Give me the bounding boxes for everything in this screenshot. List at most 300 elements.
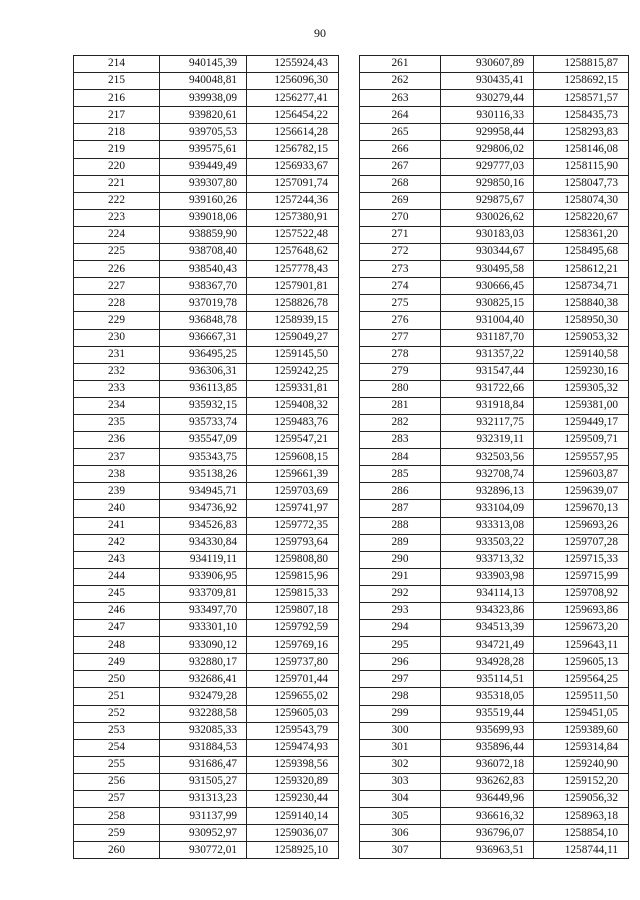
- table-row: [74, 842, 339, 859]
- x-coordinate-cell: 933090,12: [160, 637, 247, 654]
- point-number-cell: 274: [360, 278, 441, 295]
- y-coordinate-cell: 1259145,50: [247, 346, 339, 363]
- point-number-cell: 244: [74, 568, 160, 585]
- table-row: [74, 705, 339, 722]
- x-coordinate-cell: 939820,61: [160, 107, 247, 124]
- x-coordinate-cell: 932503,56: [441, 449, 534, 466]
- x-coordinate-cell: 936616,32: [441, 808, 534, 825]
- point-number-cell: 267: [360, 158, 441, 175]
- x-coordinate-cell: 933503,22: [441, 534, 534, 551]
- y-coordinate-cell: 1259036,07: [247, 825, 339, 842]
- y-coordinate-cell: 1259815,33: [247, 585, 339, 602]
- y-coordinate-cell: 1259737,80: [247, 654, 339, 671]
- x-coordinate-cell: 934945,71: [160, 483, 247, 500]
- table-row: [360, 466, 629, 483]
- x-coordinate-cell: 929850,16: [441, 175, 534, 192]
- y-coordinate-cell: 1258950,30: [534, 312, 629, 329]
- table-row: [74, 56, 339, 73]
- table-row: [74, 295, 339, 312]
- table-row: [360, 705, 629, 722]
- y-coordinate-cell: 1259451,05: [534, 705, 629, 722]
- x-coordinate-cell: 933713,32: [441, 551, 534, 568]
- table-row: [74, 346, 339, 363]
- point-number-cell: 284: [360, 449, 441, 466]
- table-row: [74, 637, 339, 654]
- y-coordinate-cell: 1258939,15: [247, 312, 339, 329]
- point-number-cell: 250: [74, 671, 160, 688]
- point-number-cell: 231: [74, 346, 160, 363]
- table-row: [74, 688, 339, 705]
- table-row: [74, 449, 339, 466]
- table-left-body: [74, 56, 339, 859]
- coordinates-table-right: [359, 55, 629, 859]
- table-row: [360, 500, 629, 517]
- point-number-cell: 266: [360, 141, 441, 158]
- table-row: [74, 90, 339, 107]
- point-number-cell: 301: [360, 739, 441, 756]
- y-coordinate-cell: 1259655,02: [247, 688, 339, 705]
- x-coordinate-cell: 937019,78: [160, 295, 247, 312]
- table-row: [74, 500, 339, 517]
- point-number-cell: 241: [74, 517, 160, 534]
- table-row: [360, 414, 629, 431]
- x-coordinate-cell: 938367,70: [160, 278, 247, 295]
- point-number-cell: 218: [74, 124, 160, 141]
- x-coordinate-cell: 933906,95: [160, 568, 247, 585]
- table-row: [360, 637, 629, 654]
- table-row: [360, 192, 629, 209]
- point-number-cell: 299: [360, 705, 441, 722]
- y-coordinate-cell: 1259603,87: [534, 466, 629, 483]
- x-coordinate-cell: 938859,90: [160, 226, 247, 243]
- table-row: [360, 808, 629, 825]
- y-coordinate-cell: 1258074,30: [534, 192, 629, 209]
- x-coordinate-cell: 930344,67: [441, 244, 534, 261]
- x-coordinate-cell: 930279,44: [441, 90, 534, 107]
- point-number-cell: 276: [360, 312, 441, 329]
- table-row: [74, 722, 339, 739]
- point-number-cell: 287: [360, 500, 441, 517]
- x-coordinate-cell: 935896,44: [441, 739, 534, 756]
- table-row: [74, 671, 339, 688]
- point-number-cell: 300: [360, 722, 441, 739]
- point-number-cell: 224: [74, 226, 160, 243]
- x-coordinate-cell: 940145,39: [160, 56, 247, 73]
- table-row: [74, 773, 339, 790]
- y-coordinate-cell: 1258612,21: [534, 261, 629, 278]
- x-coordinate-cell: 932708,74: [441, 466, 534, 483]
- point-number-cell: 283: [360, 432, 441, 449]
- point-number-cell: 306: [360, 825, 441, 842]
- x-coordinate-cell: 939938,09: [160, 90, 247, 107]
- x-coordinate-cell: 930607,89: [441, 56, 534, 73]
- table-row: [360, 603, 629, 620]
- y-coordinate-cell: 1259056,32: [534, 791, 629, 808]
- page-number: 90: [314, 26, 326, 40]
- x-coordinate-cell: 935699,93: [441, 722, 534, 739]
- point-number-cell: 277: [360, 329, 441, 346]
- y-coordinate-cell: 1259381,00: [534, 397, 629, 414]
- x-coordinate-cell: 930772,01: [160, 842, 247, 859]
- point-number-cell: 271: [360, 226, 441, 243]
- point-number-cell: 243: [74, 551, 160, 568]
- x-coordinate-cell: 938708,40: [160, 244, 247, 261]
- x-coordinate-cell: 931722,66: [441, 380, 534, 397]
- y-coordinate-cell: 1259509,71: [534, 432, 629, 449]
- table-row: [360, 90, 629, 107]
- table-row: [74, 756, 339, 773]
- x-coordinate-cell: 932686,41: [160, 671, 247, 688]
- y-coordinate-cell: 1255924,43: [247, 56, 339, 73]
- y-coordinate-cell: 1257091,74: [247, 175, 339, 192]
- point-number-cell: 279: [360, 363, 441, 380]
- table-row: [360, 329, 629, 346]
- point-number-cell: 234: [74, 397, 160, 414]
- table-right-body: [360, 56, 629, 859]
- point-number-cell: 294: [360, 620, 441, 637]
- y-coordinate-cell: 1259707,28: [534, 534, 629, 551]
- point-number-cell: 258: [74, 808, 160, 825]
- point-number-cell: 232: [74, 363, 160, 380]
- y-coordinate-cell: 1259564,25: [534, 671, 629, 688]
- point-number-cell: 298: [360, 688, 441, 705]
- y-coordinate-cell: 1259807,18: [247, 603, 339, 620]
- x-coordinate-cell: 939449,49: [160, 158, 247, 175]
- y-coordinate-cell: 1259703,69: [247, 483, 339, 500]
- table-row: [360, 295, 629, 312]
- y-coordinate-cell: 1259643,11: [534, 637, 629, 654]
- table-row: [360, 363, 629, 380]
- y-coordinate-cell: 1258840,38: [534, 295, 629, 312]
- table-row: [74, 380, 339, 397]
- table-row: [360, 722, 629, 739]
- point-number-cell: 305: [360, 808, 441, 825]
- x-coordinate-cell: 933104,09: [441, 500, 534, 517]
- x-coordinate-cell: 935343,75: [160, 449, 247, 466]
- point-number-cell: 249: [74, 654, 160, 671]
- point-number-cell: 246: [74, 603, 160, 620]
- x-coordinate-cell: 939307,80: [160, 175, 247, 192]
- y-coordinate-cell: 1259608,15: [247, 449, 339, 466]
- table-row: [360, 278, 629, 295]
- y-coordinate-cell: 1258734,71: [534, 278, 629, 295]
- x-coordinate-cell: 930183,03: [441, 226, 534, 243]
- y-coordinate-cell: 1259331,81: [247, 380, 339, 397]
- x-coordinate-cell: 935547,09: [160, 432, 247, 449]
- table-row: [74, 414, 339, 431]
- point-number-cell: 230: [74, 329, 160, 346]
- point-number-cell: 238: [74, 466, 160, 483]
- table-row: [74, 124, 339, 141]
- x-coordinate-cell: 932288,58: [160, 705, 247, 722]
- point-number-cell: 295: [360, 637, 441, 654]
- table-row: [360, 739, 629, 756]
- x-coordinate-cell: 939575,61: [160, 141, 247, 158]
- table-row: [74, 175, 339, 192]
- table-row: [360, 483, 629, 500]
- x-coordinate-cell: 934114,13: [441, 585, 534, 602]
- table-row: [360, 671, 629, 688]
- point-number-cell: 285: [360, 466, 441, 483]
- point-number-cell: 292: [360, 585, 441, 602]
- y-coordinate-cell: 1259483,76: [247, 414, 339, 431]
- table-row: [360, 585, 629, 602]
- point-number-cell: 265: [360, 124, 441, 141]
- x-coordinate-cell: 936495,25: [160, 346, 247, 363]
- table-row: [360, 380, 629, 397]
- y-coordinate-cell: 1259389,60: [534, 722, 629, 739]
- point-number-cell: 253: [74, 722, 160, 739]
- table-row: [74, 825, 339, 842]
- table-row: [360, 654, 629, 671]
- y-coordinate-cell: 1258435,73: [534, 107, 629, 124]
- table-row: [74, 107, 339, 124]
- x-coordinate-cell: 930116,33: [441, 107, 534, 124]
- table-row: [360, 346, 629, 363]
- x-coordinate-cell: 934119,11: [160, 551, 247, 568]
- y-coordinate-cell: 1259670,13: [534, 500, 629, 517]
- table-row: [360, 73, 629, 90]
- point-number-cell: 251: [74, 688, 160, 705]
- point-number-cell: 245: [74, 585, 160, 602]
- point-number-cell: 302: [360, 756, 441, 773]
- point-number-cell: 259: [74, 825, 160, 842]
- y-coordinate-cell: 1257380,91: [247, 209, 339, 226]
- table-row: [360, 312, 629, 329]
- y-coordinate-cell: 1259240,90: [534, 756, 629, 773]
- y-coordinate-cell: 1259715,99: [534, 568, 629, 585]
- y-coordinate-cell: 1259693,86: [534, 603, 629, 620]
- table-row: [74, 312, 339, 329]
- y-coordinate-cell: 1259741,97: [247, 500, 339, 517]
- point-number-cell: 235: [74, 414, 160, 431]
- y-coordinate-cell: 1257244,36: [247, 192, 339, 209]
- table-row: [74, 654, 339, 671]
- x-coordinate-cell: 936113,85: [160, 380, 247, 397]
- table-row: [74, 397, 339, 414]
- table-row: [360, 158, 629, 175]
- x-coordinate-cell: 934721,49: [441, 637, 534, 654]
- x-coordinate-cell: 931686,47: [160, 756, 247, 773]
- x-coordinate-cell: 930825,15: [441, 295, 534, 312]
- x-coordinate-cell: 933313,08: [441, 517, 534, 534]
- x-coordinate-cell: 930026,62: [441, 209, 534, 226]
- table-row: [360, 756, 629, 773]
- table-row: [360, 534, 629, 551]
- point-number-cell: 227: [74, 278, 160, 295]
- point-number-cell: 281: [360, 397, 441, 414]
- point-number-cell: 219: [74, 141, 160, 158]
- y-coordinate-cell: 1256096,30: [247, 73, 339, 90]
- y-coordinate-cell: 1258826,78: [247, 295, 339, 312]
- point-number-cell: 217: [74, 107, 160, 124]
- x-coordinate-cell: 936449,96: [441, 791, 534, 808]
- y-coordinate-cell: 1259605,03: [247, 705, 339, 722]
- point-number-cell: 264: [360, 107, 441, 124]
- x-coordinate-cell: 930435,41: [441, 73, 534, 90]
- x-coordinate-cell: 930952,97: [160, 825, 247, 842]
- y-coordinate-cell: 1259772,35: [247, 517, 339, 534]
- x-coordinate-cell: 929875,67: [441, 192, 534, 209]
- x-coordinate-cell: 935318,05: [441, 688, 534, 705]
- x-coordinate-cell: 931357,22: [441, 346, 534, 363]
- point-number-cell: 215: [74, 73, 160, 90]
- point-number-cell: 220: [74, 158, 160, 175]
- point-number-cell: 262: [360, 73, 441, 90]
- table-row: [74, 261, 339, 278]
- x-coordinate-cell: 939018,06: [160, 209, 247, 226]
- point-number-cell: 288: [360, 517, 441, 534]
- x-coordinate-cell: 931547,44: [441, 363, 534, 380]
- y-coordinate-cell: 1259230,44: [247, 791, 339, 808]
- point-number-cell: 293: [360, 603, 441, 620]
- y-coordinate-cell: 1259230,16: [534, 363, 629, 380]
- y-coordinate-cell: 1258571,57: [534, 90, 629, 107]
- table-row: [74, 192, 339, 209]
- point-number-cell: 242: [74, 534, 160, 551]
- x-coordinate-cell: 931884,53: [160, 739, 247, 756]
- y-coordinate-cell: 1259693,26: [534, 517, 629, 534]
- x-coordinate-cell: 931004,40: [441, 312, 534, 329]
- x-coordinate-cell: 935519,44: [441, 705, 534, 722]
- table-row: [360, 124, 629, 141]
- table-row: [360, 209, 629, 226]
- y-coordinate-cell: 1259449,17: [534, 414, 629, 431]
- table-row: [360, 620, 629, 637]
- table-row: [360, 56, 629, 73]
- table-row: [74, 483, 339, 500]
- point-number-cell: 289: [360, 534, 441, 551]
- table-row: [74, 226, 339, 243]
- x-coordinate-cell: 931505,27: [160, 773, 247, 790]
- y-coordinate-cell: 1259557,95: [534, 449, 629, 466]
- x-coordinate-cell: 939705,53: [160, 124, 247, 141]
- point-number-cell: 296: [360, 654, 441, 671]
- x-coordinate-cell: 936306,31: [160, 363, 247, 380]
- point-number-cell: 286: [360, 483, 441, 500]
- point-number-cell: 214: [74, 56, 160, 73]
- table-row: [360, 244, 629, 261]
- y-coordinate-cell: 1258963,18: [534, 808, 629, 825]
- y-coordinate-cell: 1259701,44: [247, 671, 339, 688]
- table-row: [360, 825, 629, 842]
- point-number-cell: 272: [360, 244, 441, 261]
- table-row: [74, 466, 339, 483]
- x-coordinate-cell: 939160,26: [160, 192, 247, 209]
- table-row: [74, 363, 339, 380]
- point-number-cell: 269: [360, 192, 441, 209]
- y-coordinate-cell: 1258815,87: [534, 56, 629, 73]
- x-coordinate-cell: 929777,03: [441, 158, 534, 175]
- y-coordinate-cell: 1259605,13: [534, 654, 629, 671]
- x-coordinate-cell: 934330,84: [160, 534, 247, 551]
- y-coordinate-cell: 1258361,20: [534, 226, 629, 243]
- point-number-cell: 247: [74, 620, 160, 637]
- point-number-cell: 304: [360, 791, 441, 808]
- x-coordinate-cell: 933497,70: [160, 603, 247, 620]
- point-number-cell: 236: [74, 432, 160, 449]
- point-number-cell: 254: [74, 739, 160, 756]
- point-number-cell: 290: [360, 551, 441, 568]
- table-row: [74, 329, 339, 346]
- x-coordinate-cell: 930666,45: [441, 278, 534, 295]
- x-coordinate-cell: 931137,99: [160, 808, 247, 825]
- y-coordinate-cell: 1259305,32: [534, 380, 629, 397]
- table-row: [360, 842, 629, 859]
- y-coordinate-cell: 1258293,83: [534, 124, 629, 141]
- point-number-cell: 228: [74, 295, 160, 312]
- y-coordinate-cell: 1258220,67: [534, 209, 629, 226]
- point-number-cell: 223: [74, 209, 160, 226]
- point-number-cell: 275: [360, 295, 441, 312]
- table-row: [74, 620, 339, 637]
- point-number-cell: 260: [74, 842, 160, 859]
- table-row: [360, 397, 629, 414]
- y-coordinate-cell: 1257901,81: [247, 278, 339, 295]
- point-number-cell: 252: [74, 705, 160, 722]
- table-row: [74, 739, 339, 756]
- point-number-cell: 297: [360, 671, 441, 688]
- y-coordinate-cell: 1257778,43: [247, 261, 339, 278]
- table-row: [360, 773, 629, 790]
- point-number-cell: 278: [360, 346, 441, 363]
- x-coordinate-cell: 936262,83: [441, 773, 534, 790]
- x-coordinate-cell: 929806,02: [441, 141, 534, 158]
- y-coordinate-cell: 1259152,20: [534, 773, 629, 790]
- table-row: [74, 209, 339, 226]
- table-row: [360, 141, 629, 158]
- table-row: [360, 517, 629, 534]
- x-coordinate-cell: 940048,81: [160, 73, 247, 90]
- y-coordinate-cell: 1259708,92: [534, 585, 629, 602]
- y-coordinate-cell: 1259808,80: [247, 551, 339, 568]
- x-coordinate-cell: 938540,43: [160, 261, 247, 278]
- table-row: [360, 432, 629, 449]
- x-coordinate-cell: 934513,39: [441, 620, 534, 637]
- y-coordinate-cell: 1256454,22: [247, 107, 339, 124]
- point-number-cell: 239: [74, 483, 160, 500]
- x-coordinate-cell: 936667,31: [160, 329, 247, 346]
- table-row: [360, 688, 629, 705]
- y-coordinate-cell: 1259053,32: [534, 329, 629, 346]
- x-coordinate-cell: 933903,98: [441, 568, 534, 585]
- point-number-cell: 291: [360, 568, 441, 585]
- y-coordinate-cell: 1256782,15: [247, 141, 339, 158]
- x-coordinate-cell: 936963,51: [441, 842, 534, 859]
- y-coordinate-cell: 1259140,14: [247, 808, 339, 825]
- point-number-cell: 248: [74, 637, 160, 654]
- table-row: [74, 244, 339, 261]
- x-coordinate-cell: 932479,28: [160, 688, 247, 705]
- table-row: [74, 534, 339, 551]
- point-number-cell: 226: [74, 261, 160, 278]
- x-coordinate-cell: 933301,10: [160, 620, 247, 637]
- y-coordinate-cell: 1259769,16: [247, 637, 339, 654]
- table-row: [360, 551, 629, 568]
- point-number-cell: 257: [74, 791, 160, 808]
- y-coordinate-cell: 1259049,27: [247, 329, 339, 346]
- x-coordinate-cell: 936796,07: [441, 825, 534, 842]
- table-row: [74, 551, 339, 568]
- y-coordinate-cell: 1258047,73: [534, 175, 629, 192]
- x-coordinate-cell: 936072,18: [441, 756, 534, 773]
- y-coordinate-cell: 1257522,48: [247, 226, 339, 243]
- x-coordinate-cell: 934526,83: [160, 517, 247, 534]
- point-number-cell: 270: [360, 209, 441, 226]
- y-coordinate-cell: 1259320,89: [247, 773, 339, 790]
- y-coordinate-cell: 1258854,10: [534, 825, 629, 842]
- y-coordinate-cell: 1257648,62: [247, 244, 339, 261]
